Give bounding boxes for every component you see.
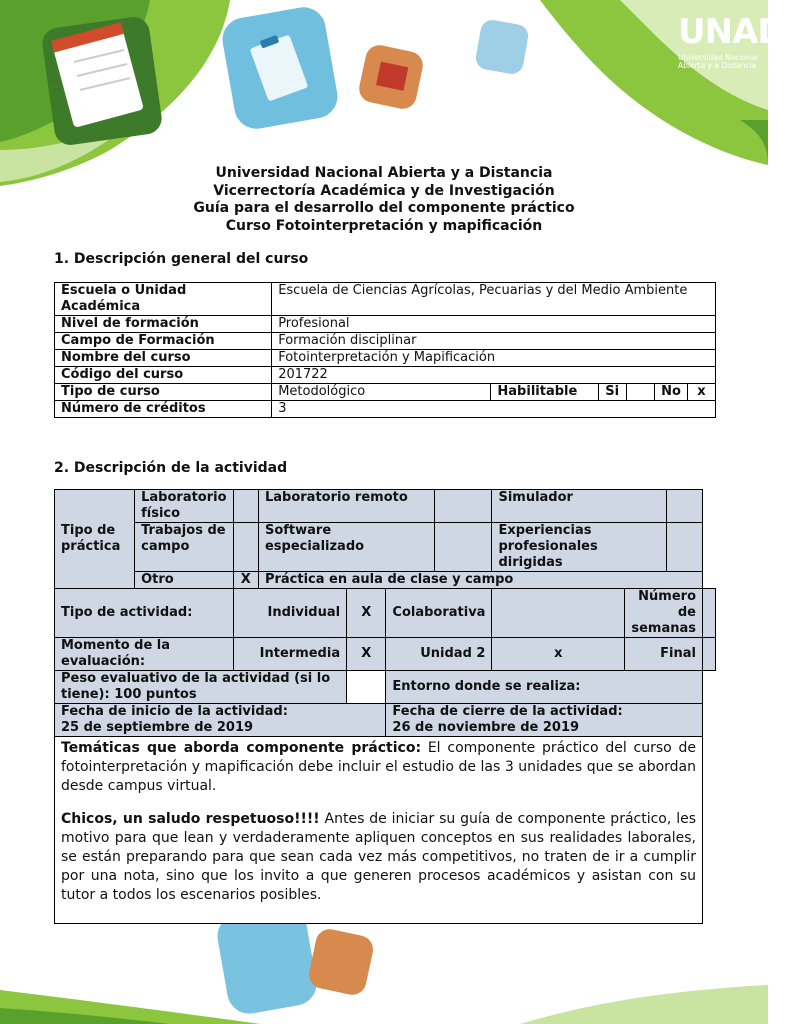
unidad-label: Unidad 2 [386, 638, 492, 671]
otro-mark: X [233, 572, 258, 589]
header-line-2: Vicerrectoría Académica y de Investigación [213, 182, 555, 199]
simulador-label: Simulador [492, 490, 666, 523]
table-row [55, 490, 716, 523]
header-line-1: Universidad Nacional Abierta y a Distancia [215, 165, 553, 181]
tipo-curso-value: Metodológico [272, 384, 491, 401]
no-mark: x [687, 384, 715, 401]
course-description-table [54, 282, 716, 418]
campo-value: Formación disciplinar [272, 333, 716, 350]
si-label: Si [599, 384, 627, 401]
final-mark [703, 638, 716, 671]
tematicas-text: El componente práctico del curso de fotointerpretación y mapificación debe incluir el estudio de las 3 unidades que se abordan desde campus virtual. [61, 740, 696, 794]
header-line-3: Guía para el desarrollo del componente práctico [193, 200, 575, 216]
table-row [55, 671, 716, 704]
table-row [55, 589, 716, 638]
notepad-icon [40, 15, 163, 147]
lab-fisico-label: Laboratorio físico [135, 490, 233, 523]
codigo-label: Código del curso [55, 367, 272, 384]
numero-semanas-label: Número de semanas [625, 589, 703, 638]
logo-subtitle-line1: Universidad Nacional [678, 53, 758, 62]
momento-label: Momento de la evaluación: [55, 638, 234, 671]
escuela-value: Escuela de Ciencias Agrícolas, Pecuarias y del Medio Ambiente [272, 283, 716, 316]
intermedia-mark: X [347, 638, 386, 671]
nivel-value: Profesional [272, 316, 716, 333]
fecha-cierre-value: 26 de noviembre de 2019 [392, 720, 580, 735]
section2-title: 2. Descripción de la actividad [54, 460, 288, 476]
tematicas-label: Temáticas que aborda componente práctico: [61, 740, 422, 756]
creditos-value: 3 [272, 401, 716, 418]
creditos-label: Número de créditos [55, 401, 272, 418]
table-row [55, 333, 716, 350]
table-row [55, 572, 716, 589]
intermedia-label: Intermedia [233, 638, 347, 671]
saludo-text: Antes de iniciar su guía de componente práctico, les motivo para que lean y verdaderamente apliquen conceptos en sus realidades laborales, se están preparando para que sean cada vez más competitivos, no traten de ir a cumplir por una nota, sino que los invito a que generen procesos académicos y asistan con su tutor a todos los escenarios posibles. [61, 811, 696, 903]
individual-label: Individual [233, 589, 347, 638]
fecha-cierre-label: Fecha de cierre de la actividad: [392, 704, 623, 719]
table-row [55, 350, 716, 367]
tipo-curso-label: Tipo de curso [55, 384, 272, 401]
si-mark [627, 384, 655, 401]
nivel-label: Nivel de formación [55, 316, 272, 333]
campo-label: Campo de Formación [55, 333, 272, 350]
clipboard-icon [219, 4, 341, 132]
nombre-label: Nombre del curso [55, 350, 272, 367]
fecha-inicio [55, 704, 386, 737]
fecha-inicio-value: 25 de septiembre de 2019 [61, 720, 254, 735]
experiencias-label: Experiencias profesionales dirigidas [492, 523, 666, 572]
experiencias-mark [666, 523, 702, 572]
trabajos-campo-label: Trabajos de campo [135, 523, 233, 572]
unidad-mark: x [492, 638, 625, 671]
tipo-actividad-label: Tipo de actividad: [55, 589, 234, 638]
table-row [55, 367, 716, 384]
simulador-mark [666, 490, 702, 523]
table-row [55, 704, 716, 737]
table-row [55, 523, 716, 572]
software-label: Software especializado [258, 523, 434, 572]
logo-subtitle-line2: Abierta y a Distancia [678, 61, 757, 70]
codigo-value: 201722 [272, 367, 716, 384]
logo-subtitle [678, 54, 757, 70]
peso-evaluativo: Peso evaluativo de la actividad (si lo tiene): 100 puntos [55, 671, 347, 704]
colaborativa-label: Colaborativa [386, 589, 492, 638]
software-mark [435, 523, 492, 572]
table-row [55, 638, 716, 671]
nombre-value: Fotointerpretación y Mapificación [272, 350, 716, 367]
book-icon [357, 43, 426, 112]
lab-remoto-mark [435, 490, 492, 523]
document-header [0, 165, 768, 235]
table-row [55, 737, 716, 924]
table-row [55, 316, 716, 333]
trabajos-campo-mark [233, 523, 258, 572]
table-row [55, 401, 716, 418]
activity-description-table [54, 489, 716, 924]
tipo-practica-label: Tipo de práctica [55, 490, 135, 589]
otro-label: Otro [135, 572, 233, 589]
unad-logo [674, 8, 785, 74]
tematicas-cell [55, 737, 703, 924]
fecha-inicio-label: Fecha de inicio de la actividad: [61, 704, 288, 719]
lab-fisico-mark [233, 490, 258, 523]
section1-title: 1. Descripción general del curso [54, 251, 309, 267]
colaborativa-mark [492, 589, 625, 638]
peso-evaluativo-blank [347, 671, 386, 704]
no-label: No [655, 384, 688, 401]
numero-semanas-value [703, 589, 716, 638]
individual-mark: X [347, 589, 386, 638]
escuela-label: Escuela o Unidad Académica [55, 283, 272, 316]
otro-value: Práctica en aula de clase y campo [258, 572, 702, 589]
final-label: Final [625, 638, 703, 671]
header-line-4: Curso Fotointerpretación y mapificación [225, 217, 543, 234]
entorno-label: Entorno donde se realiza: [386, 671, 703, 704]
habilitable-label: Habilitable [491, 384, 599, 401]
lab-remoto-label: Laboratorio remoto [258, 490, 434, 523]
saludo-label: Chicos, un saludo respetuoso!!!! [61, 811, 320, 827]
fecha-cierre [386, 704, 703, 737]
table-row [55, 283, 716, 316]
table-row [55, 384, 716, 401]
logo-mark: UNAD [678, 12, 785, 52]
